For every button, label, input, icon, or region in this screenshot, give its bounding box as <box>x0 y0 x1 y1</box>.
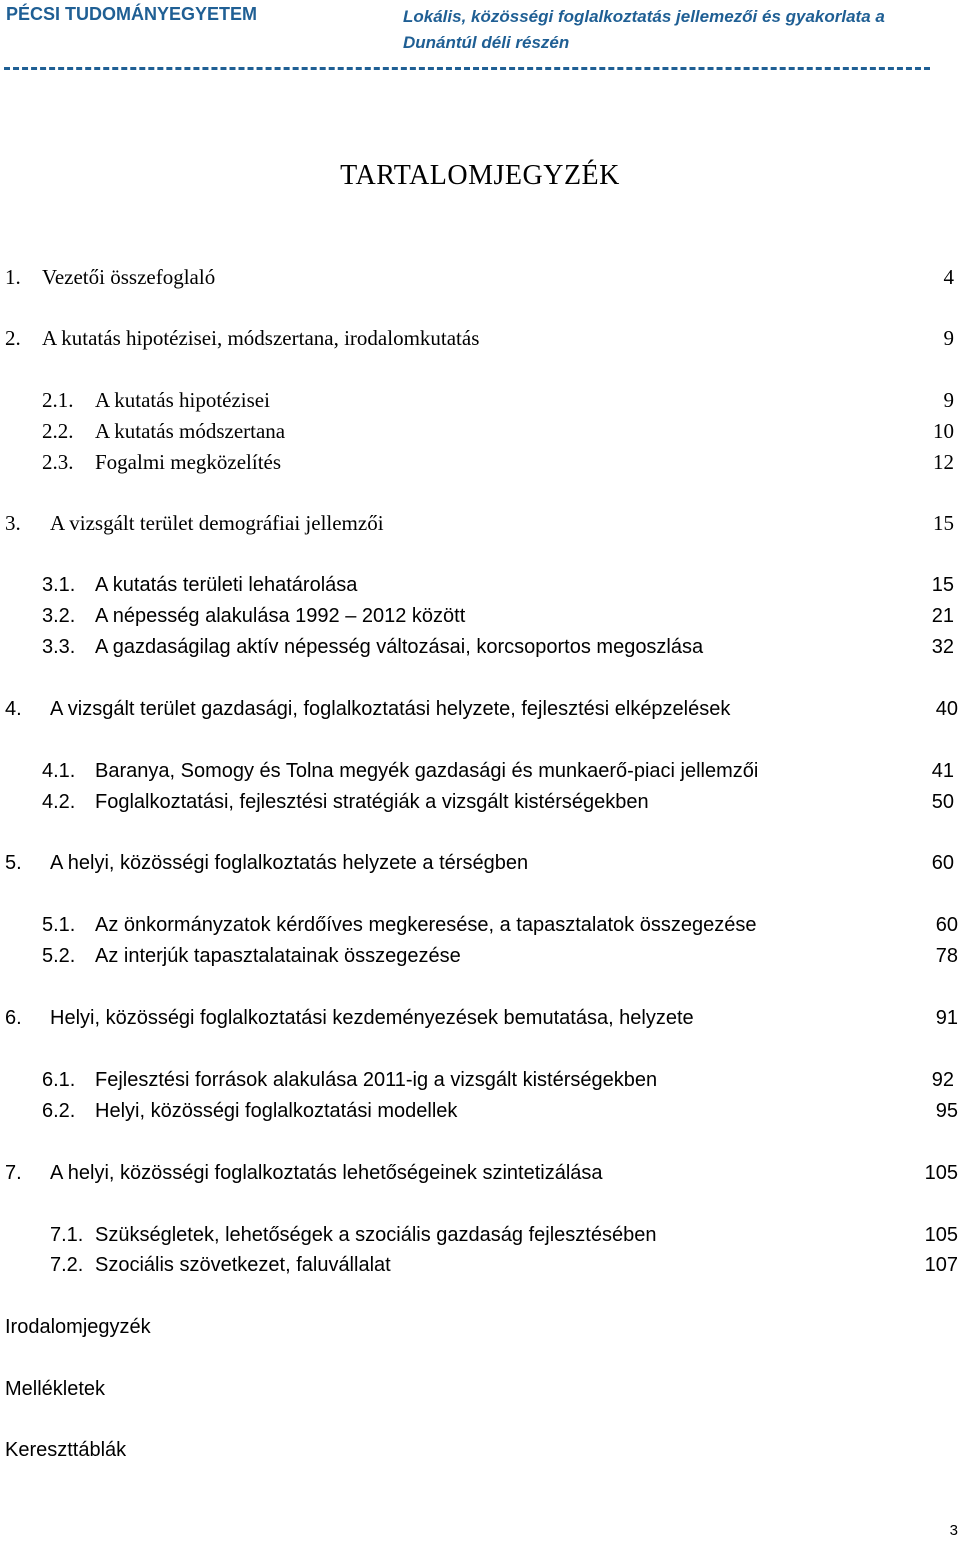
toc-entry-title: A helyi, közösségi foglalkoztatás helyzete a térségben <box>50 852 529 874</box>
toc-extra-label: Irodalomjegyzék <box>5 1316 151 1338</box>
toc-entry-number: 4. <box>5 698 22 720</box>
toc-entry[interactable] <box>0 1220 960 1250</box>
toc-entry-number: 2.1. <box>42 388 74 412</box>
toc-entry-page: 41 <box>931 760 954 782</box>
toc-entry[interactable] <box>0 1096 960 1126</box>
toc-entry-page: 105 <box>924 1224 958 1246</box>
toc-entry-page: 21 <box>931 605 954 627</box>
toc-entry-title: A kutatás hipotézisei <box>95 388 270 412</box>
toc-entry-number: 4.1. <box>42 760 76 782</box>
toc-entry-number: 2.2. <box>42 419 74 443</box>
toc-entry-page: 15 <box>933 511 954 535</box>
toc-entry-title: A helyi, közösségi foglalkoztatás lehetőségeinek szintetizálása <box>50 1162 603 1184</box>
toc-entry[interactable] <box>0 848 960 878</box>
toc-entry-page: 4 <box>943 265 954 289</box>
toc-entry[interactable] <box>0 262 960 292</box>
toc-entry-number: 6.2. <box>42 1100 76 1122</box>
toc-entry[interactable] <box>0 416 960 446</box>
toc-entry-number: 6.1. <box>42 1069 76 1091</box>
toc-entry-number: 3.3. <box>42 636 76 658</box>
toc-entry-title: A vizsgált terület gazdasági, foglalkoztatási helyzete, fejlesztési elképzelések <box>50 698 731 720</box>
page-number: 3 <box>949 1522 958 1539</box>
toc-entry-number: 2.3. <box>42 450 74 474</box>
toc-entry-title: Az interjúk tapasztalatainak összegezése <box>95 945 461 967</box>
toc-entry-page: 95 <box>935 1100 958 1122</box>
header-document-title <box>403 4 885 56</box>
toc-entry-number: 7.2. <box>50 1254 84 1276</box>
toc-title: TARTALOMJEGYZÉK <box>340 160 620 191</box>
toc-entry-page: 91 <box>935 1007 958 1029</box>
toc-entry[interactable] <box>0 1158 960 1188</box>
toc-entry-title: Szükségletek, lehetőségek a szociális gazdaság fejlesztésében <box>95 1224 657 1246</box>
toc-entry[interactable] <box>0 508 960 538</box>
toc-entry[interactable] <box>0 323 960 353</box>
toc-extra-crosstables[interactable] <box>0 1435 960 1465</box>
toc-entry-title: A kutatás hipotézisei, módszertana, irodalomkutatás <box>42 326 480 350</box>
toc-entry-number: 5.1. <box>42 914 76 936</box>
toc-entry-title: A kutatás területi lehatárolása <box>95 574 358 596</box>
toc-entry-title: A gazdaságilag aktív népesség változásai, korcsoportos megoszlása <box>95 636 704 658</box>
toc-entry-page: 60 <box>931 852 954 874</box>
header-university: PÉCSI TUDOMÁNYEGYETEM <box>6 4 258 24</box>
header-divider <box>4 67 930 70</box>
toc-entry-title: A vizsgált terület demográfiai jellemzői <box>50 511 384 535</box>
toc-entry-title: Helyi, közösségi foglalkoztatási kezdeményezések bemutatása, helyzete <box>50 1007 694 1029</box>
toc-entry-number: 7. <box>5 1162 22 1184</box>
toc-entry[interactable] <box>0 601 960 631</box>
toc-entry-title: Az önkormányzatok kérdőíves megkeresése, a tapasztalatok összegezése <box>95 914 757 936</box>
toc-extra-appendices[interactable] <box>0 1374 960 1404</box>
toc-entry[interactable] <box>0 941 960 971</box>
toc-extra-label: Kereszttáblák <box>5 1439 127 1461</box>
toc-entry-number: 3. <box>5 511 21 535</box>
toc-entry[interactable] <box>0 1065 960 1095</box>
toc-entry-title: Foglalkoztatási, fejlesztési stratégiák a vizsgált kistérségekben <box>95 791 649 813</box>
toc-entry-title: A népesség alakulása 1992 – 2012 között <box>95 605 466 627</box>
toc-entry-title: Vezetői összefoglaló <box>42 265 216 289</box>
toc-entry-page: 32 <box>931 636 954 658</box>
toc-entry-number: 1. <box>5 265 21 289</box>
toc-entry[interactable] <box>0 1003 960 1033</box>
toc-entry-number: 5. <box>5 852 22 874</box>
toc-entry-page: 50 <box>931 791 954 813</box>
toc-entry-page: 78 <box>935 945 958 967</box>
toc-extra-label: Mellékletek <box>5 1378 106 1400</box>
toc-entry[interactable] <box>0 756 960 786</box>
toc-entry-title: Szociális szövetkezet, faluvállalat <box>95 1254 391 1276</box>
toc-extra-bibliography[interactable] <box>0 1312 960 1342</box>
toc-entry[interactable] <box>0 787 960 817</box>
toc-entry-title: Helyi, közösségi foglalkoztatási modellek <box>95 1100 458 1122</box>
header-title-line-1: Lokális, közösségi foglalkoztatás jellemezői és gyakorlata a <box>403 7 885 26</box>
toc-entry-number: 6. <box>5 1007 22 1029</box>
header-title-line-2: Dunántúl déli részén <box>403 33 570 52</box>
toc-entry-page: 107 <box>924 1254 958 1276</box>
toc-entry-page: 15 <box>931 574 954 596</box>
toc-entry-number: 3.2. <box>42 605 76 627</box>
toc-entry-page: 92 <box>931 1069 954 1091</box>
toc-entry-page: 12 <box>933 450 954 474</box>
toc-entry-page: 9 <box>943 388 954 412</box>
toc-entry-title: Baranya, Somogy és Tolna megyék gazdasági és munkaerő-piaci jellemzői <box>95 760 759 782</box>
toc-entry-page: 105 <box>924 1162 958 1184</box>
toc-entry[interactable] <box>0 447 960 477</box>
toc-entry-number: 4.2. <box>42 791 76 813</box>
toc-entry-page: 10 <box>933 419 954 443</box>
toc-entry-page: 60 <box>935 914 958 936</box>
toc-entry[interactable] <box>0 570 960 600</box>
toc-entry[interactable] <box>0 632 960 662</box>
toc-entry[interactable] <box>0 1250 960 1280</box>
toc-entry-number: 5.2. <box>42 945 76 967</box>
toc-entry-title: A kutatás módszertana <box>95 419 286 443</box>
toc-entry-title: Fogalmi megközelítés <box>95 450 282 474</box>
toc-entry[interactable] <box>0 385 960 415</box>
toc-entry-number: 3.1. <box>42 574 76 596</box>
toc-entry-page: 40 <box>935 698 958 720</box>
toc-entry[interactable] <box>0 694 960 724</box>
toc-entry-title: Fejlesztési források alakulása 2011-ig a vizsgált kistérségekben <box>95 1069 658 1091</box>
toc-entry-page: 9 <box>943 326 954 350</box>
toc-entry-number: 7.1. <box>50 1224 84 1246</box>
toc-entry-number: 2. <box>5 326 21 350</box>
toc-entry[interactable] <box>0 910 960 940</box>
